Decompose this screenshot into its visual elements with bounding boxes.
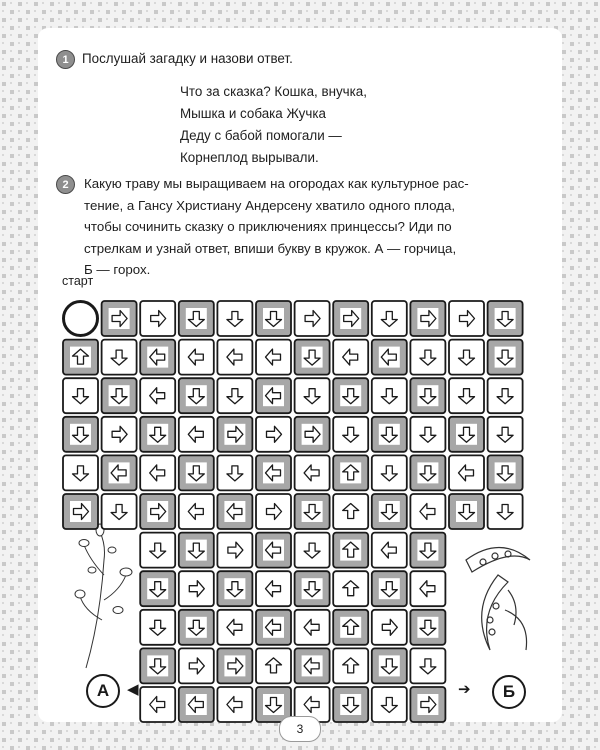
task-1-number-badge: 1: [56, 50, 75, 69]
exit-b-circle: Б: [492, 675, 526, 709]
riddle-line: Деду с бабой помогали —: [180, 128, 342, 143]
riddle-line: Что за сказка? Кошка, внучка,: [180, 84, 367, 99]
start-label: старт: [62, 274, 94, 288]
pea-pod-illustration: [466, 548, 530, 651]
instruction-line: Б — горох.: [84, 262, 151, 277]
riddle-line: Корнеплод вырывали.: [180, 150, 319, 165]
start-circle: [64, 302, 98, 336]
instruction-line: стрелкам и узнай ответ, впиши букву в кружок. А — горчица,: [84, 240, 457, 256]
exit-right-arrow-icon: ➔: [458, 681, 471, 698]
riddle-line: Мышка и собака Жучка: [180, 106, 326, 121]
instruction-line: тение, а Гансу Христиану Андерсену хватило одного плода,: [84, 197, 456, 213]
exit-left-arrow-icon: ◀: [127, 681, 139, 698]
instruction-line: чтобы сочинить сказку о приключениях принцессы? Иди по: [84, 219, 452, 234]
exit-a-circle: А: [86, 674, 120, 708]
instruction-line: Какую траву мы выращиваем на огородах как культурное рас-: [84, 176, 469, 191]
task-1-instruction: Послушай загадку и назови ответ.: [82, 51, 293, 66]
mustard-plant-illustration: [75, 524, 132, 668]
task-2-number-badge: 2: [56, 175, 75, 194]
page-number: 3: [279, 716, 321, 742]
